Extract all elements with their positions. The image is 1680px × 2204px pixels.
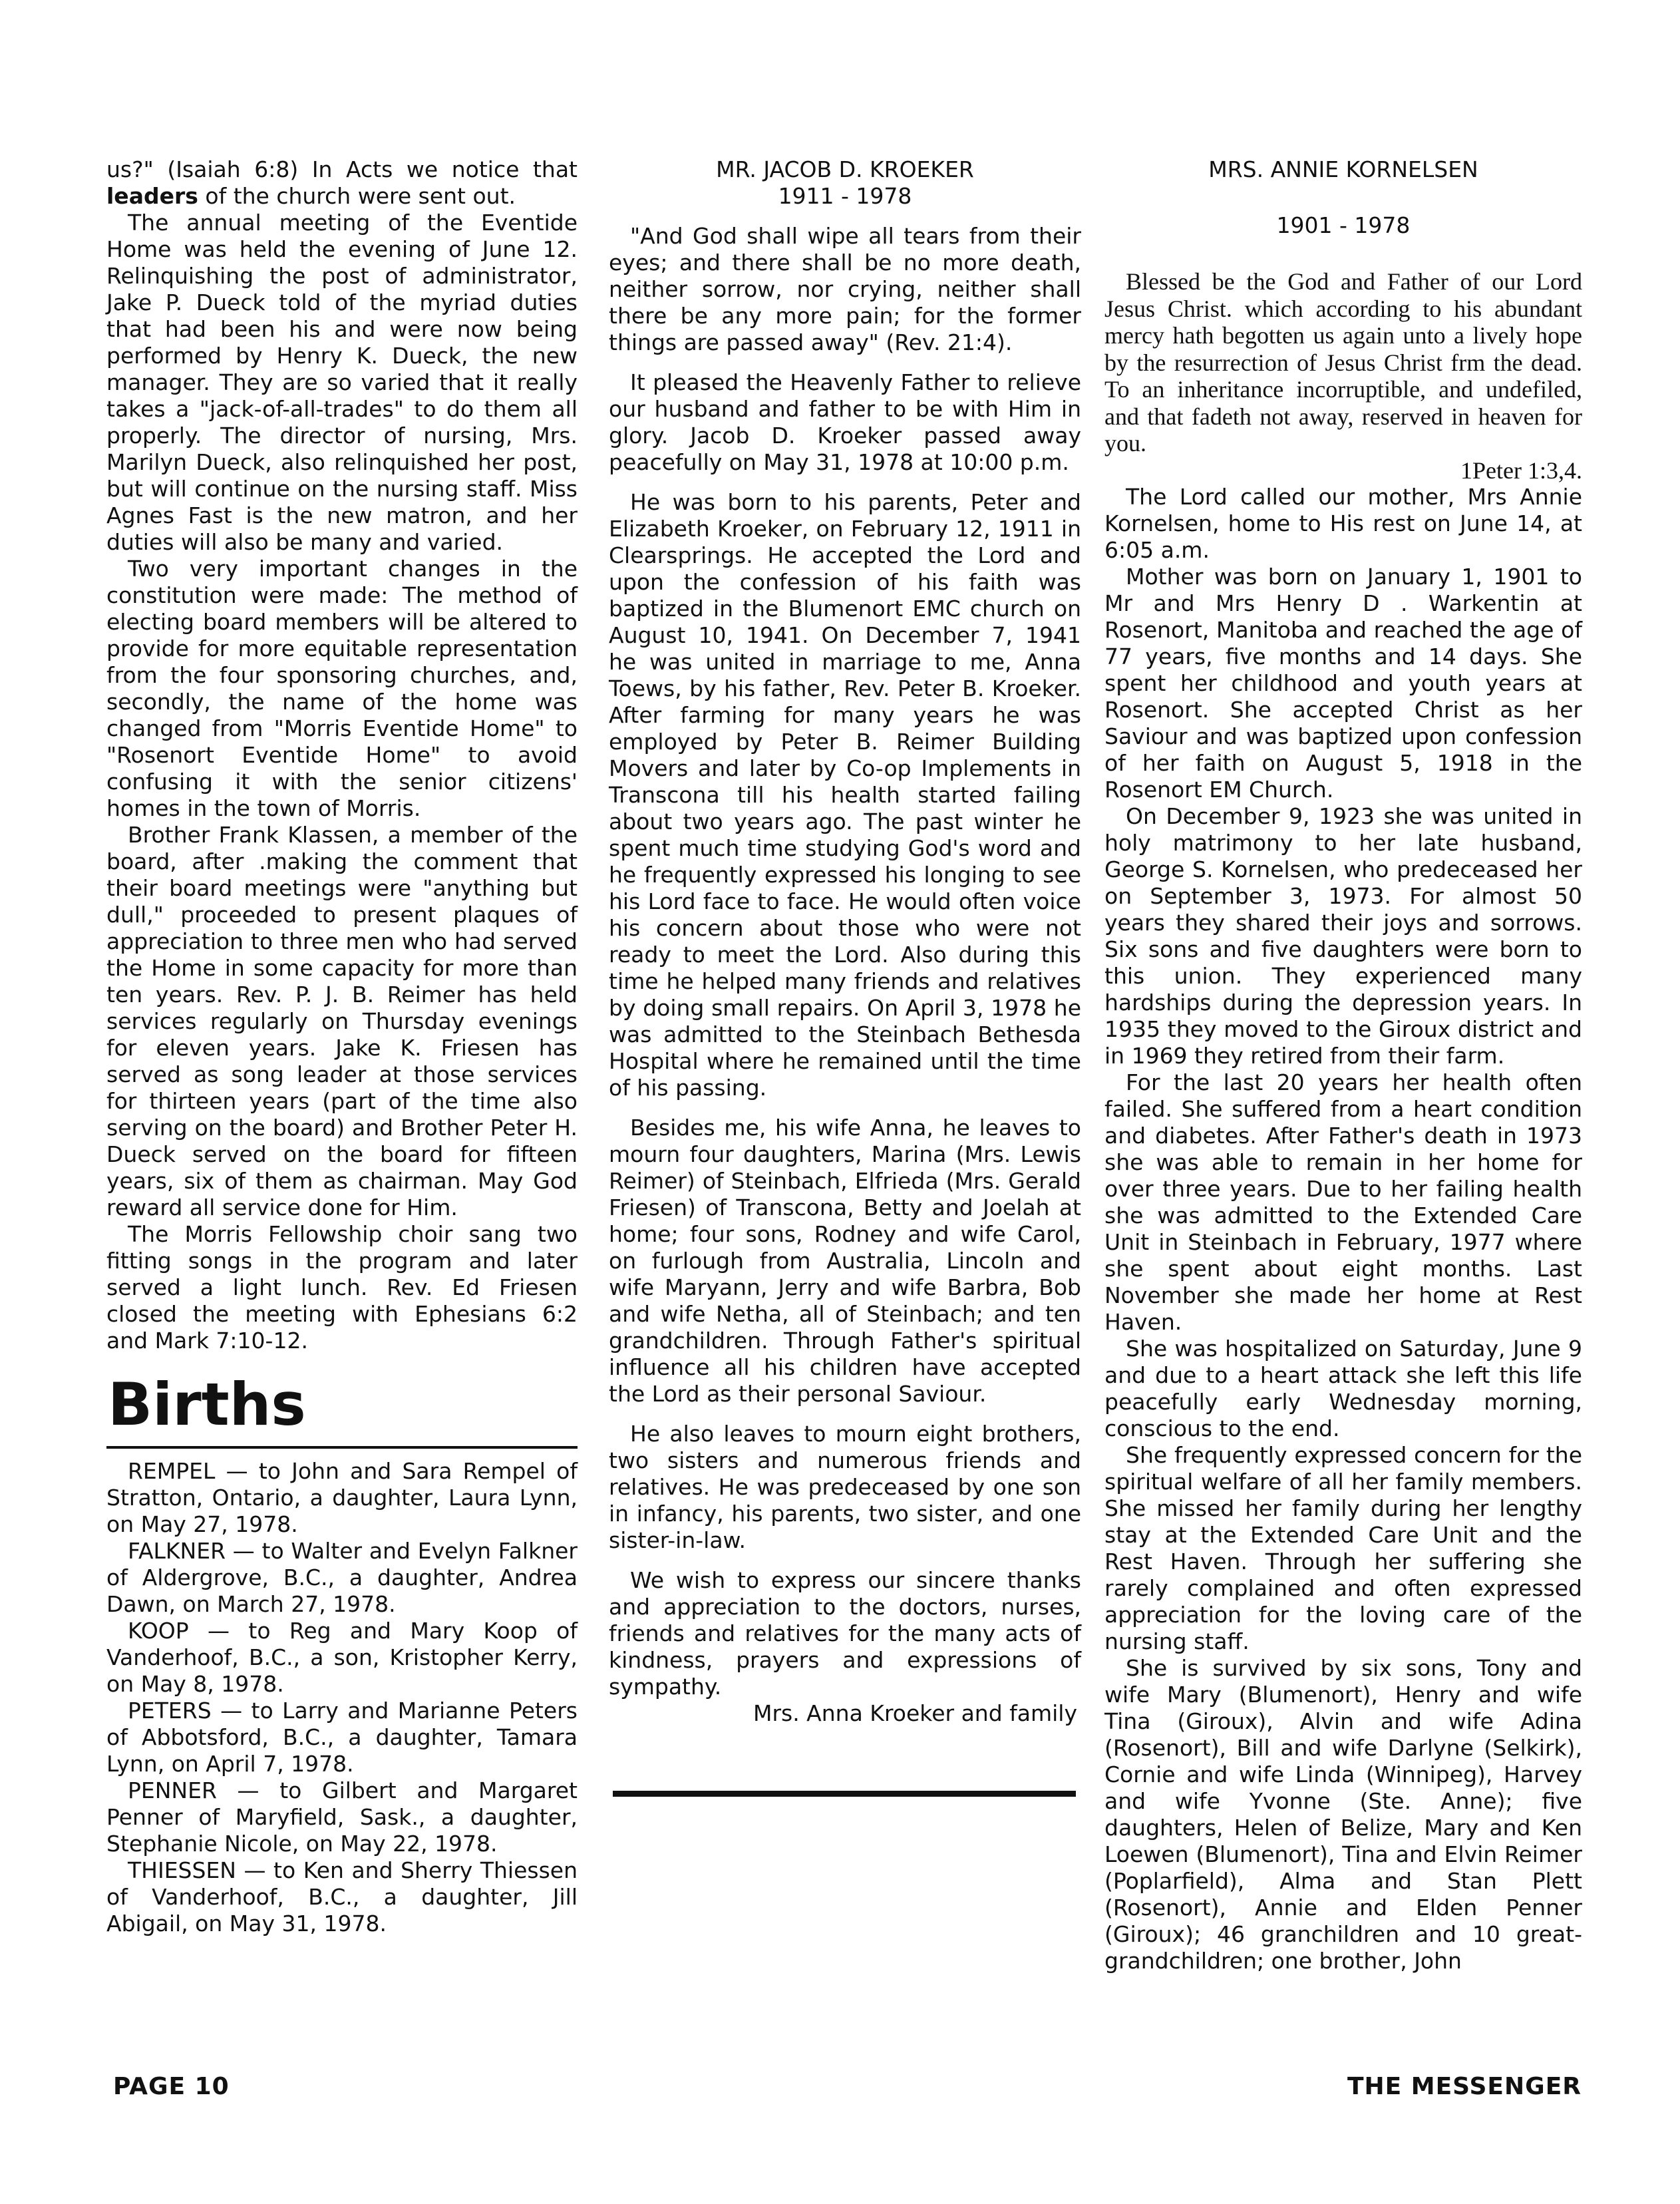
birth-paragraph: Mother was born on January 1, 1901 to Mr and Mrs Henry D . Warkentin at Rosenort, Manitoba and reached the age of 77 years, five months and 14 days. She spent her childhood and youth years at Rosenort. She accepted Christ as her Saviour and was baptized upon confession of her faith on August 5, 1918 in the Rosenort EM Church. xyxy=(1104,564,1582,803)
obituary-years: 1901 - 1978 xyxy=(1276,212,1411,238)
health-paragraph: For the last 20 years her health often failed. She suffered from a heart condition and diabetes. After Father's death in 1973 she was able to remain in her home for over three years. Due to her failing health she was admitted to the Extended Care Unit in Steinbach in February, 1977 where she spent about eight months. Last November she made her home at Rest Haven. xyxy=(1104,1069,1582,1335)
births-heading: Births xyxy=(108,1370,306,1439)
birth-announcement: THIESSEN — to Ken and Sherry Thiessen of Vanderhoof, B.C., a daughter, Jill Abigail, on May 31, 1978. xyxy=(106,1857,578,1936)
scripture-reference: 1Peter 1:3,4. xyxy=(1460,457,1582,484)
column-eventide-report xyxy=(106,156,578,1937)
scripture-verse: "And God shall wipe all tears from their eyes; and there shall be no more death, neither sorrow, nor crying, neither shall there be any more pain; for the former things are passed away" (Rev. 21:4). xyxy=(609,223,1081,355)
column-kornelsen-obituary xyxy=(1104,156,1582,1974)
constitution-paragraph: Two very important changes in the constitution were made: The method of electing board members will be altered to provide for more equitable representation from the four sponsoring churches, and, secondly, the name of the home was changed from "Morris Eventide Home" to "Rosenort Eventide Home" to avoid confusing it with the senior citizens' homes in the town of Morris. xyxy=(106,556,578,821)
birth-announcement: PENNER — to Gilbert and Margaret Penner of Maryfield, Sask., a daughter, Stephanie Nicole, on May 22, 1978. xyxy=(106,1777,578,1857)
obituary-title: MR. JACOB D. KROEKER xyxy=(716,156,974,182)
survivors-paragraph: She is survived by six sons, Tony and wife Mary (Blumenort), Henry and wife Tina (Giroux), Alvin and wife Adina (Rosenort), Bill and wife Darlyne (Selkirk), Cornie and wife Linda (Winnipeg), Harvey and wife Yvonne (Ste. Anne); five daughters, Helen of Belize, Mary and Ken Loewen (Blumenort), Tina and Elvin Reimer (Poplarfield), Alma and Stan Plett (Rosenort), Annie and Elden Penner (Giroux); 46 granchildren and 10 great-grandchildren; one brother, John xyxy=(1104,1655,1582,1974)
annual-meeting-paragraph: The annual meeting of the Eventide Home was held the evening of June 12. Relinquishing the post of administrator, Jake P. Dueck told of the myriad duties that had been his and were now being performed by Henry K. Dueck, the new manager. They are so varied that it really takes a "jack-of-all-trades" to do them all properly. The director of nursing, Mrs. Marilyn Dueck, also relinquished her post, but will continue on the nursing staff. Miss Agnes Fast is the new matron, and her duties will also be many and varied. xyxy=(106,210,578,555)
survivors-paragraph: Besides me, his wife Anna, he leaves to mourn four daughters, Marina (Mrs. Lewis Reimer) of Steinbach, Elfrieda (Mrs. Gerald Friesen) of Transcona, Betty and Joelah at home; four sons, Rodney and wife Carol, on furlough from Australia, Lincoln and wife Maryann, Jerry and wife Barbra, Bob and wife Netha, all of Steinbach; and ten grandchildren. Through Father's spiritual influence all his children have accepted the Lord as their personal Saviour. xyxy=(609,1115,1081,1407)
life-paragraph: He was born to his parents, Peter and Elizabeth Kroeker, on February 12, 1911 in Clearsprings. He accepted the Lord and upon the confession of his faith was baptized in the Blumenort EMC church on August 10, 1941. On December 7, 1941 he was united in marriage to me, Anna Toews, by his father, Rev. Peter B. Kroeker. After farming for many years he was employed by Peter B. Reimer Building Movers and later by Co-op Implements in Transcona till his health started failing about two years ago. The past winter he spent much time studying God's word and he frequently expressed his longing to see his Lord face to face. He would often voice his concern about those who were not ready to meet the Lord. Also during this time he helped many friends and relatives by doing small repairs. On April 3, 1978 he was admitted to the Steinbach Bethesda Hospital where he remained until the time of his passing. xyxy=(609,489,1081,1101)
intro-paragraph: us?" (Isaiah 6:8) In Acts we notice that leaders of the church were sent out. xyxy=(106,156,578,209)
section-end-rule xyxy=(613,1791,1076,1797)
choir-paragraph: The Morris Fellowship choir sang two fitting songs in the program and later served a light lunch. Rev. Ed Friesen closed the meeting with Ephesians 6:2 and Mark 7:10-12. xyxy=(106,1221,578,1354)
hospital-paragraph: She was hospitalized on Saturday, June 9 and due to a heart attack she left this life peacefully early Wednesday morning, conscious to the end. xyxy=(1104,1336,1582,1441)
birth-announcement: KOOP — to Reg and Mary Koop of Vanderhoof, B.C., a son, Kristopher Kerry, on May 8, 1978. xyxy=(106,1618,578,1697)
obituary-years: 1911 - 1978 xyxy=(778,183,912,209)
birth-announcement: REMPEL — to John and Sara Rempel of Stratton, Ontario, a daughter, Laura Lynn, on May 27, 1978. xyxy=(106,1458,578,1537)
signature: Mrs. Anna Kroeker and family xyxy=(753,1700,1077,1726)
relatives-paragraph: He also leaves to mourn eight brothers, two sisters and numerous friends and relatives. He was predeceased by one son in infancy, his parents, two sister, and one sister-in-law. xyxy=(609,1421,1081,1553)
birth-announcement: PETERS — to Larry and Marianne Peters of Abbotsford, B.C., a daughter, Tamara Lynn, on April 7, 1978. xyxy=(106,1698,578,1777)
passing-paragraph: It pleased the Heavenly Father to relieve our husband and father to be with Him in glory. Jacob D. Kroeker passed away peacefully on May 31, 1978 at 10:00 p.m. xyxy=(609,369,1081,475)
birth-announcement: FALKNER — to Walter and Evelyn Falkner of Aldergrove, B.C., a daughter, Andrea Dawn, on March 27, 1978. xyxy=(106,1538,578,1617)
called-home-paragraph: The Lord called our mother, Mrs Annie Kornelsen, home to His rest on June 14, at 6:05 a.m. xyxy=(1104,484,1582,563)
bold-word: leaders xyxy=(106,183,198,209)
births-divider xyxy=(106,1446,578,1449)
page-number: PAGE 10 xyxy=(113,2073,230,2100)
scripture-verse: Blessed be the God and Father of our Lord Jesus Christ. which according to his abundant mercy hath begotten us again unto a lively hope by the resurrection of Jesus Christ frm the dead. To an inheritance incorruptible, and undefiled, and that fadeth not away, reserved in heaven for you. xyxy=(1104,268,1582,457)
concern-paragraph: She frequently expressed concern for the spiritual welfare of all her family members. She missed her family during her lengthy stay at the Extended Care Unit and the Rest Haven. Through her suffering she rarely complained and often expressed appreciation for the loving care of the nursing staff. xyxy=(1104,1442,1582,1654)
column-kroeker-obituary xyxy=(609,156,1081,1797)
plaques-paragraph: Brother Frank Klassen, a member of the board, after .making the comment that their board meetings were "anything but dull," proceeded to present plaques of appreciation to three men who had served the Home in some capacity for more than ten years. Rev. P. J. B. Reimer has held services regularly on Thursday evenings for eleven years. Jake K. Friesen has served as song leader at those services for thirteen years (part of the time also serving on the board) and Brother Peter H. Dueck served on the board for fifteen years, six of them as chairman. May God reward all service done for Him. xyxy=(106,822,578,1220)
publication-name: THE MESSENGER xyxy=(1347,2073,1582,2100)
obituary-title: MRS. ANNIE KORNELSEN xyxy=(1208,156,1478,182)
marriage-paragraph: On December 9, 1923 she was united in holy matrimony to her late husband, George S. Kornelsen, who predeceased her on September 3, 1973. For almost 50 years they shared their joys and sorrows. Six sons and five daughters were born to this union. They experienced many hardships during the depression years. In 1935 they moved to the Giroux district and in 1969 they retired from their farm. xyxy=(1104,803,1582,1069)
thanks-paragraph: We wish to express our sincere thanks and appreciation to the doctors, nurses, friends and relatives for the many acts of kindness, prayers and expressions of sympathy. xyxy=(609,1567,1081,1700)
